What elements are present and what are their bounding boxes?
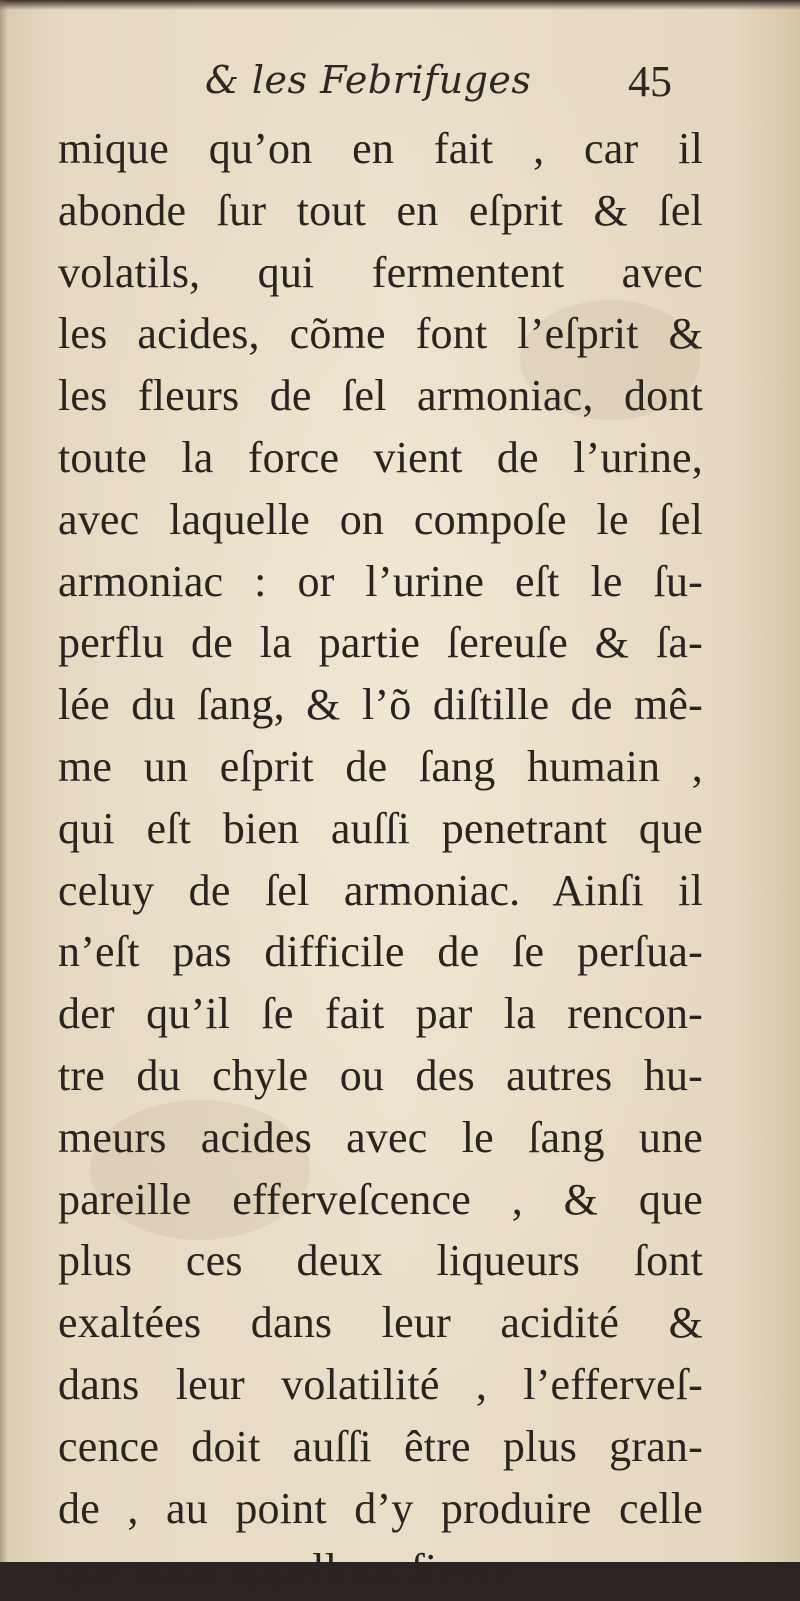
text-line: meurs acides avec le ſang une — [58, 1112, 703, 1162]
text-line: exaltées dans leur acidité & — [58, 1298, 703, 1348]
text-line: volatils, qui fermentent avec — [58, 247, 703, 297]
text-line: avec laquelle on compoſe le ſel — [58, 494, 703, 544]
text-line: pareille efferveſcence , & que — [58, 1174, 703, 1224]
text-line: les acides, cõme font l’eſprit & — [58, 309, 703, 359]
running-head — [0, 50, 800, 110]
text-line: que nous appellons fievre. — [58, 1545, 526, 1595]
text-line: celuy de ſel armoniac. Ainſi il — [58, 865, 703, 915]
text-line: les fleurs de ſel armoniac, dont — [58, 371, 703, 421]
text-line: tre du chyle ou des autres hu- — [58, 1050, 703, 1100]
body-text — [58, 118, 703, 1601]
text-line: qui eſt bien auſſi penetrant que — [58, 803, 703, 853]
text-line: me un eſprit de ſang humain , — [58, 741, 703, 791]
page-number: 45 — [628, 57, 672, 106]
running-title: & les Febrifuges — [205, 58, 532, 102]
text-line: n’eſt pas difficile de ſe perſua- — [58, 927, 703, 977]
text-line: toute la force vient de l’urine, — [58, 432, 703, 482]
text-line: abonde ſur tout en eſprit & ſel — [58, 185, 703, 235]
text-line: perflu de la partie ſereuſe & ſa- — [58, 618, 703, 668]
text-line: cence doit auſſi être plus gran- — [58, 1421, 703, 1471]
text-line: de , au point d’y produire celle — [58, 1483, 703, 1533]
text-line: armoniac : or l’urine eſt le ſu- — [58, 556, 703, 606]
text-line: mique qu’on en fait , car il — [58, 124, 703, 173]
text-line: der qu’il ſe fait par la rencon- — [58, 989, 703, 1039]
text-line: dans leur volatilité , l’efferveſ- — [58, 1359, 703, 1409]
text-line: lée du ſang, & l’õ diſtille de mê- — [58, 680, 703, 730]
text-line: plus ces deux liqueurs ſont — [58, 1236, 703, 1286]
